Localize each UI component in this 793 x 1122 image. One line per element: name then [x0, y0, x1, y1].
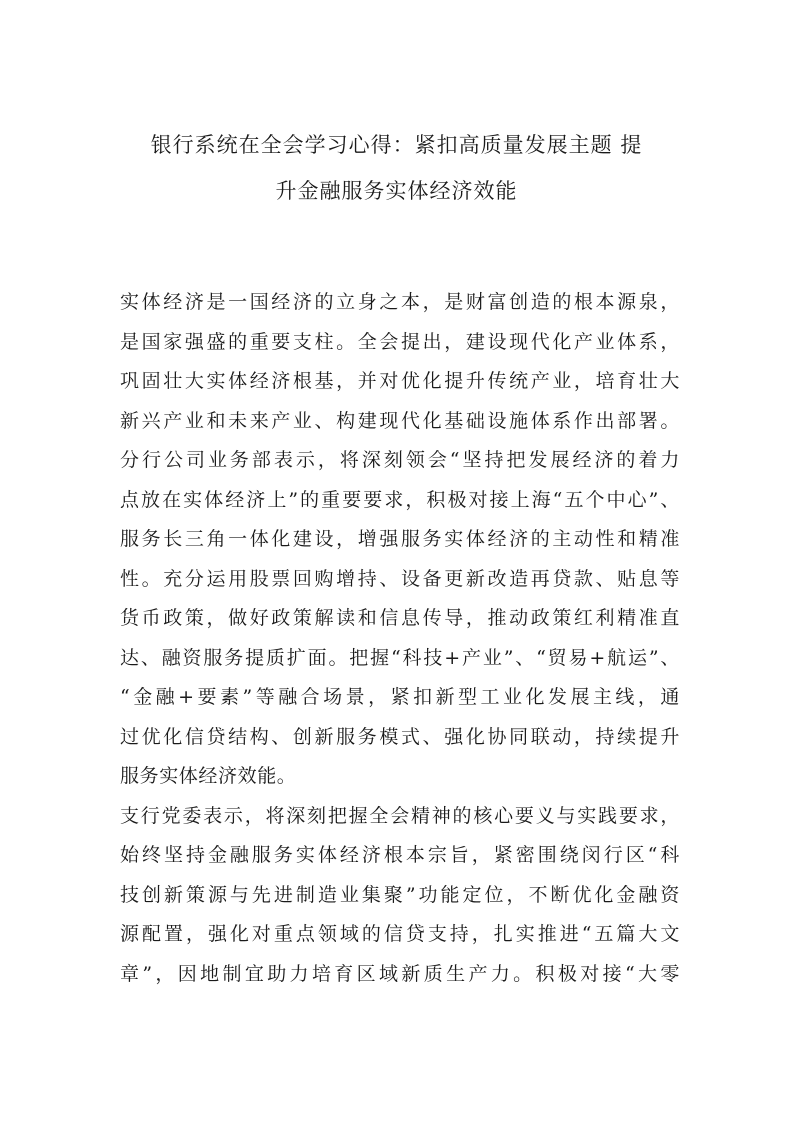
body-line: 性。充分运用股票回购增持、设备更新改造再贷款、贴息等 [120, 567, 680, 590]
body-line: 新兴产业和未来产业、构建现代化基础设施体系作出部署。 [120, 409, 680, 432]
body-line: 始终坚持金融服务实体经济根本宗旨，紧密围绕闵行区“科 [120, 844, 680, 866]
body-line: “金融+要素”等融合场景，紧扣新型工业化发展主线，通 [120, 686, 680, 708]
body-line: 服务长三角一体化建设，增强服务实体经济的主动性和精准 [120, 528, 680, 550]
body-line: 支行党委表示，将深刻把握全会精神的核心要义与实践要求， [120, 804, 680, 827]
body-line: 技创新策源与先进制造业集聚”功能定位，不断优化金融资 [120, 883, 680, 906]
body-line: 服务实体经济效能。 [120, 765, 297, 787]
body-line: 点放在实体经济上”的重要要求，积极对接上海“五个中心”、 [120, 488, 680, 511]
title-line-1: 银行系统在全会学习心得：紧扣高质量发展主题 提 [150, 133, 643, 157]
body-line: 过优化信贷结构、创新服务模式、强化协同联动，持续提升 [120, 725, 680, 748]
body-line: 章”，因地制宜助力培育区域新质生产力。积极对接“大零 [120, 962, 680, 985]
body-line: 分行公司业务部表示，将深刻领会“坚持把发展经济的着力 [120, 449, 680, 471]
document-body [120, 283, 680, 994]
body-line: 巩固壮大实体经济根基，并对优化提升传统产业，培育壮大 [120, 370, 680, 392]
body-line: 货币政策，做好政策解读和信息传导，推动政策红利精准直 [120, 607, 680, 629]
document-title [120, 122, 673, 214]
title-line-2: 升金融服务实体经济效能 [275, 179, 518, 203]
body-line: 达、融资服务提质扩面。把握“科技+产业”、“贸易+航运”、 [120, 646, 680, 669]
body-line: 实体经济是一国经济的立身之本，是财富创造的根本源泉， [120, 291, 680, 313]
body-line: 是国家强盛的重要支柱。全会提出，建设现代化产业体系， [120, 330, 680, 353]
body-line: 源配置，强化对重点领域的信贷支持，扎实推进“五篇大文 [120, 923, 680, 945]
